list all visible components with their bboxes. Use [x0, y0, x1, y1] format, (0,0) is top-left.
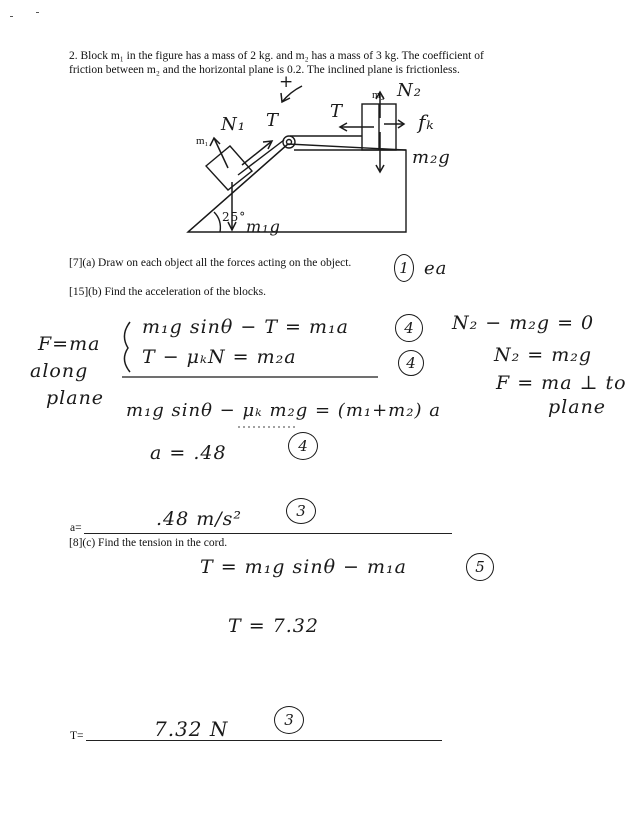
hw-c-eq2: T = 7.32	[228, 615, 319, 637]
hw-b-eq3: m₁g sinθ − μₖ m₂g = (m₁+m₂) a	[126, 400, 441, 421]
part-a-score: 1	[394, 254, 414, 282]
c-eq1-score: 5	[466, 553, 494, 581]
hw-b-right2: N₂ = m₂g	[494, 344, 593, 366]
answer-a-value: .48 m/s²	[156, 508, 243, 530]
b-eq1-score: 4	[395, 314, 423, 342]
part-b-question: [15](b) Find the acceleration of the blocks.	[69, 286, 267, 298]
label-m1: m₁	[196, 135, 209, 147]
hw-fma-1: F=ma	[38, 333, 101, 355]
b-eq4-score: 4	[288, 432, 318, 460]
rope-incline	[238, 140, 284, 175]
answer-t-score: 3	[274, 706, 304, 734]
pulley	[283, 136, 295, 148]
hw-fk: fₖ	[418, 110, 435, 134]
hw-m1g: m₁g	[246, 217, 281, 236]
part-a-question: [7](a) Draw on each object all the forces acting on the object.	[69, 257, 352, 269]
b-eq2-score: 4	[398, 350, 424, 376]
hw-plus: +	[279, 72, 295, 92]
hw-angle: 25°	[222, 210, 247, 224]
system-brace	[124, 322, 130, 372]
hw-fma-3: plane	[46, 387, 105, 409]
answer-t-label: T=	[70, 730, 84, 742]
hw-m2g: m₂g	[412, 147, 451, 168]
hw-t-right: T	[330, 101, 344, 122]
angle-arc	[214, 212, 220, 232]
part-a-note: ea	[424, 258, 448, 279]
block-m1	[206, 146, 252, 190]
hw-n2: N₂	[397, 80, 422, 101]
part-c-question: [8](c) Find the tension in the cord.	[69, 537, 228, 549]
answer-a-line	[84, 533, 452, 534]
hw-b-right3: F = ma ⊥ to	[496, 372, 627, 394]
hw-b-right4: plane	[548, 396, 607, 418]
answer-t-value: 7.32 N	[154, 717, 229, 741]
hw-fma-2: along	[30, 360, 89, 382]
hw-n1: N₁	[221, 114, 246, 135]
hw-b-eq2: T − μₖN = m₂a	[142, 346, 297, 368]
problem-line-1: 2. Block m₁ in the figure has a mass of 2 kg. and m₂ has a mass of 3 kg. The coefficient of	[69, 50, 484, 62]
hw-b-right1: N₂ − m₂g = 0	[452, 312, 595, 334]
label-m2: m₂	[372, 89, 385, 101]
hw-c-eq1: T = m₁g sinθ − m₁a	[200, 556, 407, 578]
answer-a-label: a=	[70, 522, 82, 534]
hw-t-left: T	[266, 110, 280, 131]
incline-outline	[188, 144, 406, 232]
answer-t-line	[86, 740, 442, 741]
hw-b-eq1: m₁g sinθ − T = m₁a	[142, 316, 349, 338]
problem-line-2: friction between m₂ and the horizontal plane is 0.2. The inclined plane is frictionless.	[69, 64, 460, 76]
hw-b-eq4: a = .48	[150, 442, 227, 464]
answer-a-score: 3	[286, 498, 316, 524]
